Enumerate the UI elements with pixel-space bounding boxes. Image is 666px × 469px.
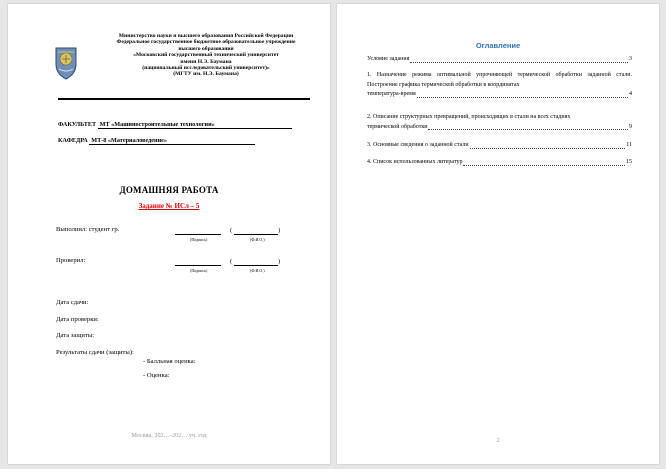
grade-label: - Оценка: bbox=[143, 372, 170, 379]
score-label: - Балльная оценка: bbox=[143, 358, 196, 365]
org-line: Министерство науки и высшего образования Российской Федерации bbox=[118, 33, 294, 39]
submit-date-label: Дата сдачи: bbox=[56, 299, 89, 306]
name-line bbox=[234, 234, 278, 235]
results-label: Результаты сдачи (защиты): bbox=[56, 349, 134, 356]
page-number: 2 bbox=[496, 437, 500, 444]
performed-label: Выполнил: студент гр. bbox=[56, 226, 120, 233]
faculty-value: МТ «Машиностроительные технологии» bbox=[98, 121, 292, 129]
toc-leader bbox=[428, 129, 628, 130]
toc-entry[interactable] bbox=[367, 71, 632, 100]
kafedra-label: КАФЕДРА bbox=[58, 137, 88, 144]
work-title: ДОМАШНЯЯ РАБОТА bbox=[119, 185, 219, 195]
org-line: (МГТУ им. Н.Э. Баумана) bbox=[173, 71, 239, 78]
toc-entry-text: 1. Назначение режима оптимальной упрочняющей термической обработки заданной стали. Построение графика термической обработки в координатах bbox=[367, 72, 632, 88]
toc-entry[interactable] bbox=[367, 158, 632, 168]
toc-page-number: 15 bbox=[626, 159, 632, 165]
toc-entry-text-end: температура-время bbox=[367, 91, 416, 97]
header-divider bbox=[58, 98, 310, 100]
toc-entry[interactable] bbox=[367, 141, 632, 151]
toc-leader bbox=[417, 97, 628, 98]
kafedra-field bbox=[58, 137, 255, 145]
faculty-field bbox=[58, 121, 292, 129]
toc-entry[interactable] bbox=[367, 113, 632, 132]
toc-entry[interactable] bbox=[367, 55, 632, 65]
name-close-paren: ) bbox=[278, 258, 281, 265]
name-open-paren: ( bbox=[230, 258, 233, 265]
toc-entry-text: 4. Список использованных литератур bbox=[367, 159, 463, 165]
defense-date-label: Дата защиты: bbox=[56, 332, 95, 339]
toc-leader bbox=[410, 62, 628, 63]
kafedra-value: МТ-8 «Материаловедение» bbox=[89, 137, 255, 145]
name-close-paren: ) bbox=[278, 227, 281, 234]
toc-page-number: 9 bbox=[629, 123, 632, 130]
toc-page-number: 4 bbox=[629, 91, 632, 97]
toc-heading: Оглавление bbox=[475, 41, 521, 50]
city-year-footer: Москва, 202…-202… уч. год bbox=[131, 432, 207, 439]
name-caption: (Ф.И.О.) bbox=[250, 237, 265, 242]
toc-entry-text-end: термической обработки bbox=[367, 123, 428, 130]
signature-caption: (Подпись) bbox=[190, 268, 208, 273]
toc-entry-text: Условие задания bbox=[367, 56, 410, 62]
org-line: (национальный исследовательский университет)» bbox=[142, 65, 270, 72]
signature-line bbox=[175, 265, 221, 266]
toc-entry-text: 2. Описание структурных превращений, происходящих в стали на всех стадиях bbox=[367, 114, 571, 120]
name-open-paren: ( bbox=[230, 227, 233, 234]
org-line: имени Н.Э. Баумана bbox=[180, 58, 232, 65]
toc-page-number: 11 bbox=[626, 142, 632, 148]
org-line: высшего образования bbox=[178, 45, 234, 52]
signature-line bbox=[175, 234, 221, 235]
toc-page-number: 3 bbox=[629, 56, 632, 62]
task-number: Задание № ИСл – 5 bbox=[138, 202, 200, 210]
toc-leader bbox=[463, 165, 625, 166]
toc-leader bbox=[470, 148, 626, 149]
name-line bbox=[234, 265, 278, 266]
org-line: Федеральное государственное бюджетное образовательное учреждение bbox=[116, 39, 296, 46]
university-crest-icon bbox=[53, 44, 79, 80]
toc-page bbox=[337, 4, 659, 464]
check-date-label: Дата проверки: bbox=[56, 316, 99, 323]
organization-header bbox=[86, 33, 326, 78]
title-page bbox=[8, 4, 330, 464]
toc-entry-text: 3. Основные сведения о заданной стали bbox=[367, 142, 469, 148]
org-line: «Московский государственный технический университет bbox=[133, 52, 279, 59]
signature-caption: (Подпись) bbox=[190, 237, 208, 242]
checked-label: Проверил: bbox=[56, 257, 86, 264]
name-caption: (Ф.И.О.) bbox=[250, 268, 265, 273]
faculty-label: ФАКУЛЬТЕТ bbox=[58, 121, 97, 128]
